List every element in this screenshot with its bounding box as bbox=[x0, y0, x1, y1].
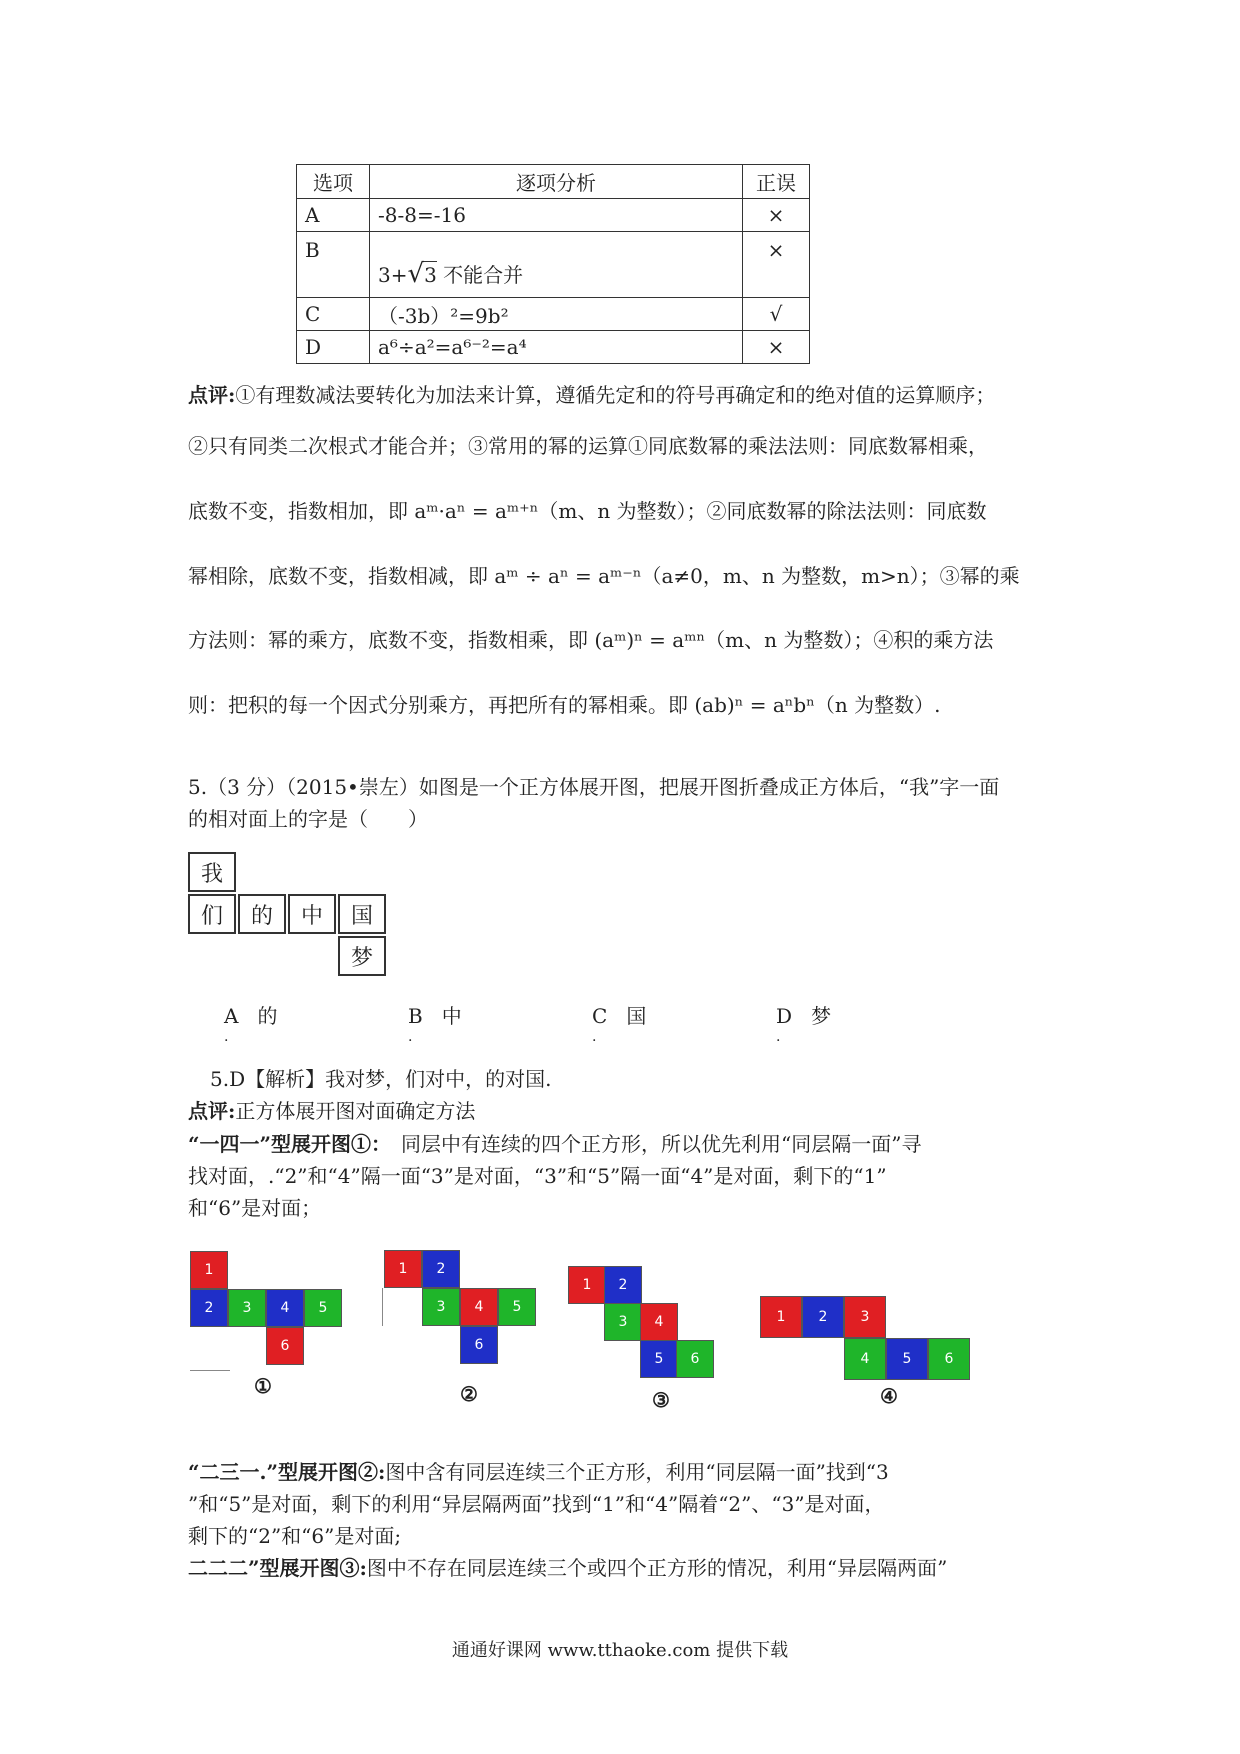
row-analysis: a⁶÷a²=a⁶⁻²=a⁴ bbox=[370, 331, 743, 364]
analysis-table bbox=[296, 164, 810, 364]
question-5-line-1: 5.（3 分）（2015•崇左）如图是一个正方体展开图，把展开图折叠成正方体后，“我”字一面 bbox=[188, 775, 1000, 799]
net-square: 3 bbox=[422, 1288, 460, 1326]
method-1-line-1: “一四一”型展开图①： 同层中有连续的四个正方形，所以优先利用“同层隔一面”寻 bbox=[188, 1132, 922, 1156]
sqrt-symbol: √ bbox=[407, 259, 425, 289]
net-square: 3 bbox=[844, 1296, 886, 1338]
analysis-post: 不能合并 bbox=[436, 263, 524, 287]
net-square: 4 bbox=[266, 1289, 304, 1327]
comment-line-3: 底数不变，指数相加，即 aᵐ·aⁿ = aᵐ⁺ⁿ（m、n 为整数）；②同底数幂的除法法则：同底数 bbox=[188, 499, 987, 523]
net-cell: 我 bbox=[188, 852, 236, 892]
net-square: 2 bbox=[190, 1289, 228, 1327]
diagram-label: ② bbox=[460, 1382, 478, 1406]
net-square: 4 bbox=[844, 1338, 886, 1380]
answer-text: 5.D【解析】我对梦，们对中，的对国. bbox=[210, 1067, 552, 1091]
net-square: 2 bbox=[604, 1266, 642, 1304]
method-2-line-3: 剩下的“2”和“6”是对面; bbox=[188, 1524, 402, 1548]
net-square: 3 bbox=[228, 1289, 266, 1327]
header-correctness: 正误 bbox=[743, 165, 810, 199]
net-cell: 们 bbox=[188, 894, 236, 934]
net-square: 5 bbox=[498, 1288, 536, 1326]
net-square: 6 bbox=[460, 1326, 498, 1364]
row-option: B bbox=[297, 232, 370, 298]
comment-line-6: 则：把积的每一个因式分别乘方，再把所有的幂相乘。即 (ab)ⁿ = aⁿbⁿ（n 为整数）. bbox=[188, 693, 941, 717]
row-mark: × bbox=[743, 331, 810, 364]
row-mark: √ bbox=[743, 298, 810, 331]
comment-line-2: ②只有同类二次根式才能合并；③常用的幂的运算①同底数幂的乘法法则：同底数幂相乘， bbox=[188, 434, 988, 458]
net-square: 1 bbox=[568, 1266, 606, 1304]
divider bbox=[190, 1370, 230, 1371]
option-c[interactable]: C 国 . bbox=[592, 1004, 647, 1045]
net-square: 2 bbox=[422, 1250, 460, 1288]
net-comment: 点评:正方体展开图对面确定方法 bbox=[188, 1099, 476, 1123]
option-a[interactable]: A 的 . bbox=[224, 1004, 278, 1045]
table-row bbox=[297, 232, 810, 298]
net-cell: 国 bbox=[338, 894, 386, 934]
net-square: 1 bbox=[384, 1250, 422, 1288]
diagram-label: ① bbox=[254, 1374, 272, 1398]
row-analysis: （-3b）²=9b² bbox=[370, 298, 743, 331]
comment-label: 点评: bbox=[188, 383, 236, 407]
row-analysis bbox=[370, 232, 743, 298]
page-footer: 通通好课网 www.tthaoke.com 提供下载 bbox=[451, 1640, 789, 1661]
comment-line-1: 点评:①有理数减法要转化为加法来计算，遵循先定和的符号再确定和的绝对值的运算顺序； bbox=[188, 383, 996, 407]
radicand: 3 bbox=[424, 263, 437, 287]
net-square: 1 bbox=[760, 1296, 802, 1338]
header-analysis: 逐项分析 bbox=[370, 165, 743, 199]
diagram-label: ③ bbox=[652, 1388, 670, 1412]
net-cell: 中 bbox=[288, 894, 336, 934]
method-1-line-2: 找对面，.“2”和“4”隔一面“3”是对面，“3”和“5”隔一面“4”是对面，剩下的“1” bbox=[188, 1164, 887, 1188]
net-square: 6 bbox=[928, 1338, 970, 1380]
option-d[interactable]: D 梦 . bbox=[776, 1004, 832, 1045]
net-square: 2 bbox=[802, 1296, 844, 1338]
divider bbox=[382, 1288, 383, 1326]
net-cell: 的 bbox=[238, 894, 286, 934]
net-square: 1 bbox=[190, 1251, 228, 1289]
row-analysis: -8-8=-16 bbox=[370, 199, 743, 232]
net-cell: 梦 bbox=[338, 936, 386, 976]
net-square: 4 bbox=[640, 1303, 678, 1341]
row-option: A bbox=[297, 199, 370, 232]
comment-line-4: 幂相除，底数不变，指数相减，即 aᵐ ÷ aⁿ = aᵐ⁻ⁿ（a≠0，m、n 为整数，m>n）；③幂的乘 bbox=[188, 564, 1020, 588]
table-row bbox=[297, 298, 810, 331]
method-3-line-1: 二二二”型展开图③:图中不存在同层连续三个或四个正方形的情况，利用“异层隔两面” bbox=[188, 1556, 948, 1580]
option-b[interactable]: B 中 . bbox=[408, 1004, 462, 1045]
table-row bbox=[297, 331, 810, 364]
table-row bbox=[297, 199, 810, 232]
net-square: 6 bbox=[266, 1327, 304, 1365]
net-square: 5 bbox=[886, 1338, 928, 1380]
row-mark: × bbox=[743, 232, 810, 298]
analysis-pre: 3+ bbox=[378, 263, 408, 287]
net-square: 6 bbox=[676, 1340, 714, 1378]
net-square: 3 bbox=[604, 1303, 642, 1341]
row-mark: × bbox=[743, 199, 810, 232]
diagram-label: ④ bbox=[880, 1384, 898, 1408]
row-option: C bbox=[297, 298, 370, 331]
question-5-line-2: 的相对面上的字是（ ） bbox=[188, 807, 428, 831]
header-option: 选项 bbox=[297, 165, 370, 199]
method-2-line-2: ”和“5”是对面，剩下的利用“异层隔两面”找到“1”和“4”隔着“2”、“3”是对面， bbox=[188, 1492, 885, 1516]
net-square: 5 bbox=[640, 1340, 678, 1378]
comment-line-5: 方法则：幂的乘方，底数不变，指数相乘，即 (aᵐ)ⁿ = aᵐⁿ（m、n 为整数）；④积的乘方法 bbox=[188, 628, 994, 652]
row-option: D bbox=[297, 331, 370, 364]
net-square: 5 bbox=[304, 1289, 342, 1327]
table-header-row bbox=[297, 165, 810, 199]
net-square: 4 bbox=[460, 1288, 498, 1326]
method-2-line-1: “二三一.”型展开图②:图中含有同层连续三个正方形，利用“同层隔一面”找到“3 bbox=[188, 1460, 889, 1484]
method-1-line-3: 和“6”是对面； bbox=[188, 1196, 322, 1220]
